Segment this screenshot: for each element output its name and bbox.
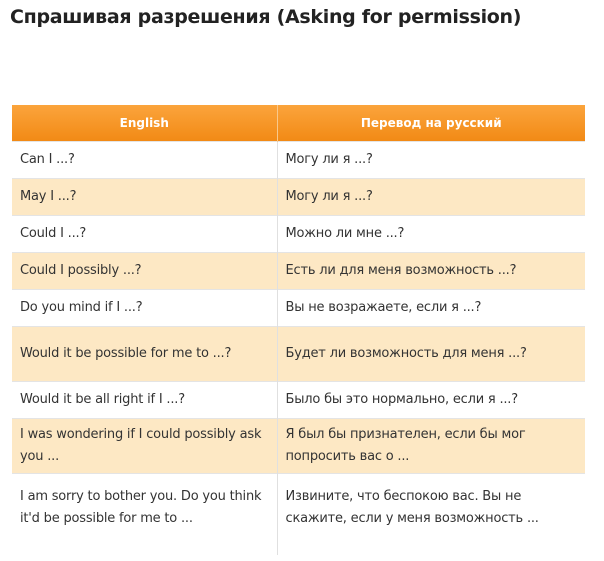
english-cell: Would it be all right if I ...? [12, 382, 277, 419]
english-cell: Do you mind if I ...? [12, 290, 277, 327]
english-cell: Would it be possible for me to ...? [12, 327, 277, 382]
table-row [12, 419, 585, 474]
table-row [12, 382, 585, 419]
english-cell: I am sorry to bother you. Do you think it'd be possible for me to ... [12, 474, 277, 556]
english-cell: Could I possibly ...? [12, 253, 277, 290]
russian-cell: Есть ли для меня возможность ...? [277, 253, 585, 290]
table-row [12, 142, 585, 179]
table-row [12, 327, 585, 382]
table-row [12, 179, 585, 216]
table-row [12, 290, 585, 327]
phrase-table [12, 105, 585, 555]
page-title: Спрашивая разрешения (Asking for permission) [10, 6, 522, 28]
russian-cell: Вы не возражаете, если я ...? [277, 290, 585, 327]
russian-cell: Извините, что беспокою вас. Вы не скажите, если у меня возможность ... [277, 474, 585, 556]
table-row [12, 474, 585, 556]
english-cell: Could I ...? [12, 216, 277, 253]
english-cell: I was wondering if I could possibly ask you ... [12, 419, 277, 474]
russian-cell: Могу ли я ...? [277, 179, 585, 216]
table-row [12, 216, 585, 253]
header-english: English [12, 105, 277, 142]
table-row [12, 253, 585, 290]
header-russian: Перевод на русский [277, 105, 585, 142]
russian-cell: Я был бы признателен, если бы мог попросить вас о ... [277, 419, 585, 474]
english-cell: Can I ...? [12, 142, 277, 179]
russian-cell: Было бы это нормально, если я ...? [277, 382, 585, 419]
russian-cell: Можно ли мне ...? [277, 216, 585, 253]
english-cell: May I ...? [12, 179, 277, 216]
russian-cell: Могу ли я ...? [277, 142, 585, 179]
russian-cell: Будет ли возможность для меня ...? [277, 327, 585, 382]
table-header-row [12, 105, 585, 142]
